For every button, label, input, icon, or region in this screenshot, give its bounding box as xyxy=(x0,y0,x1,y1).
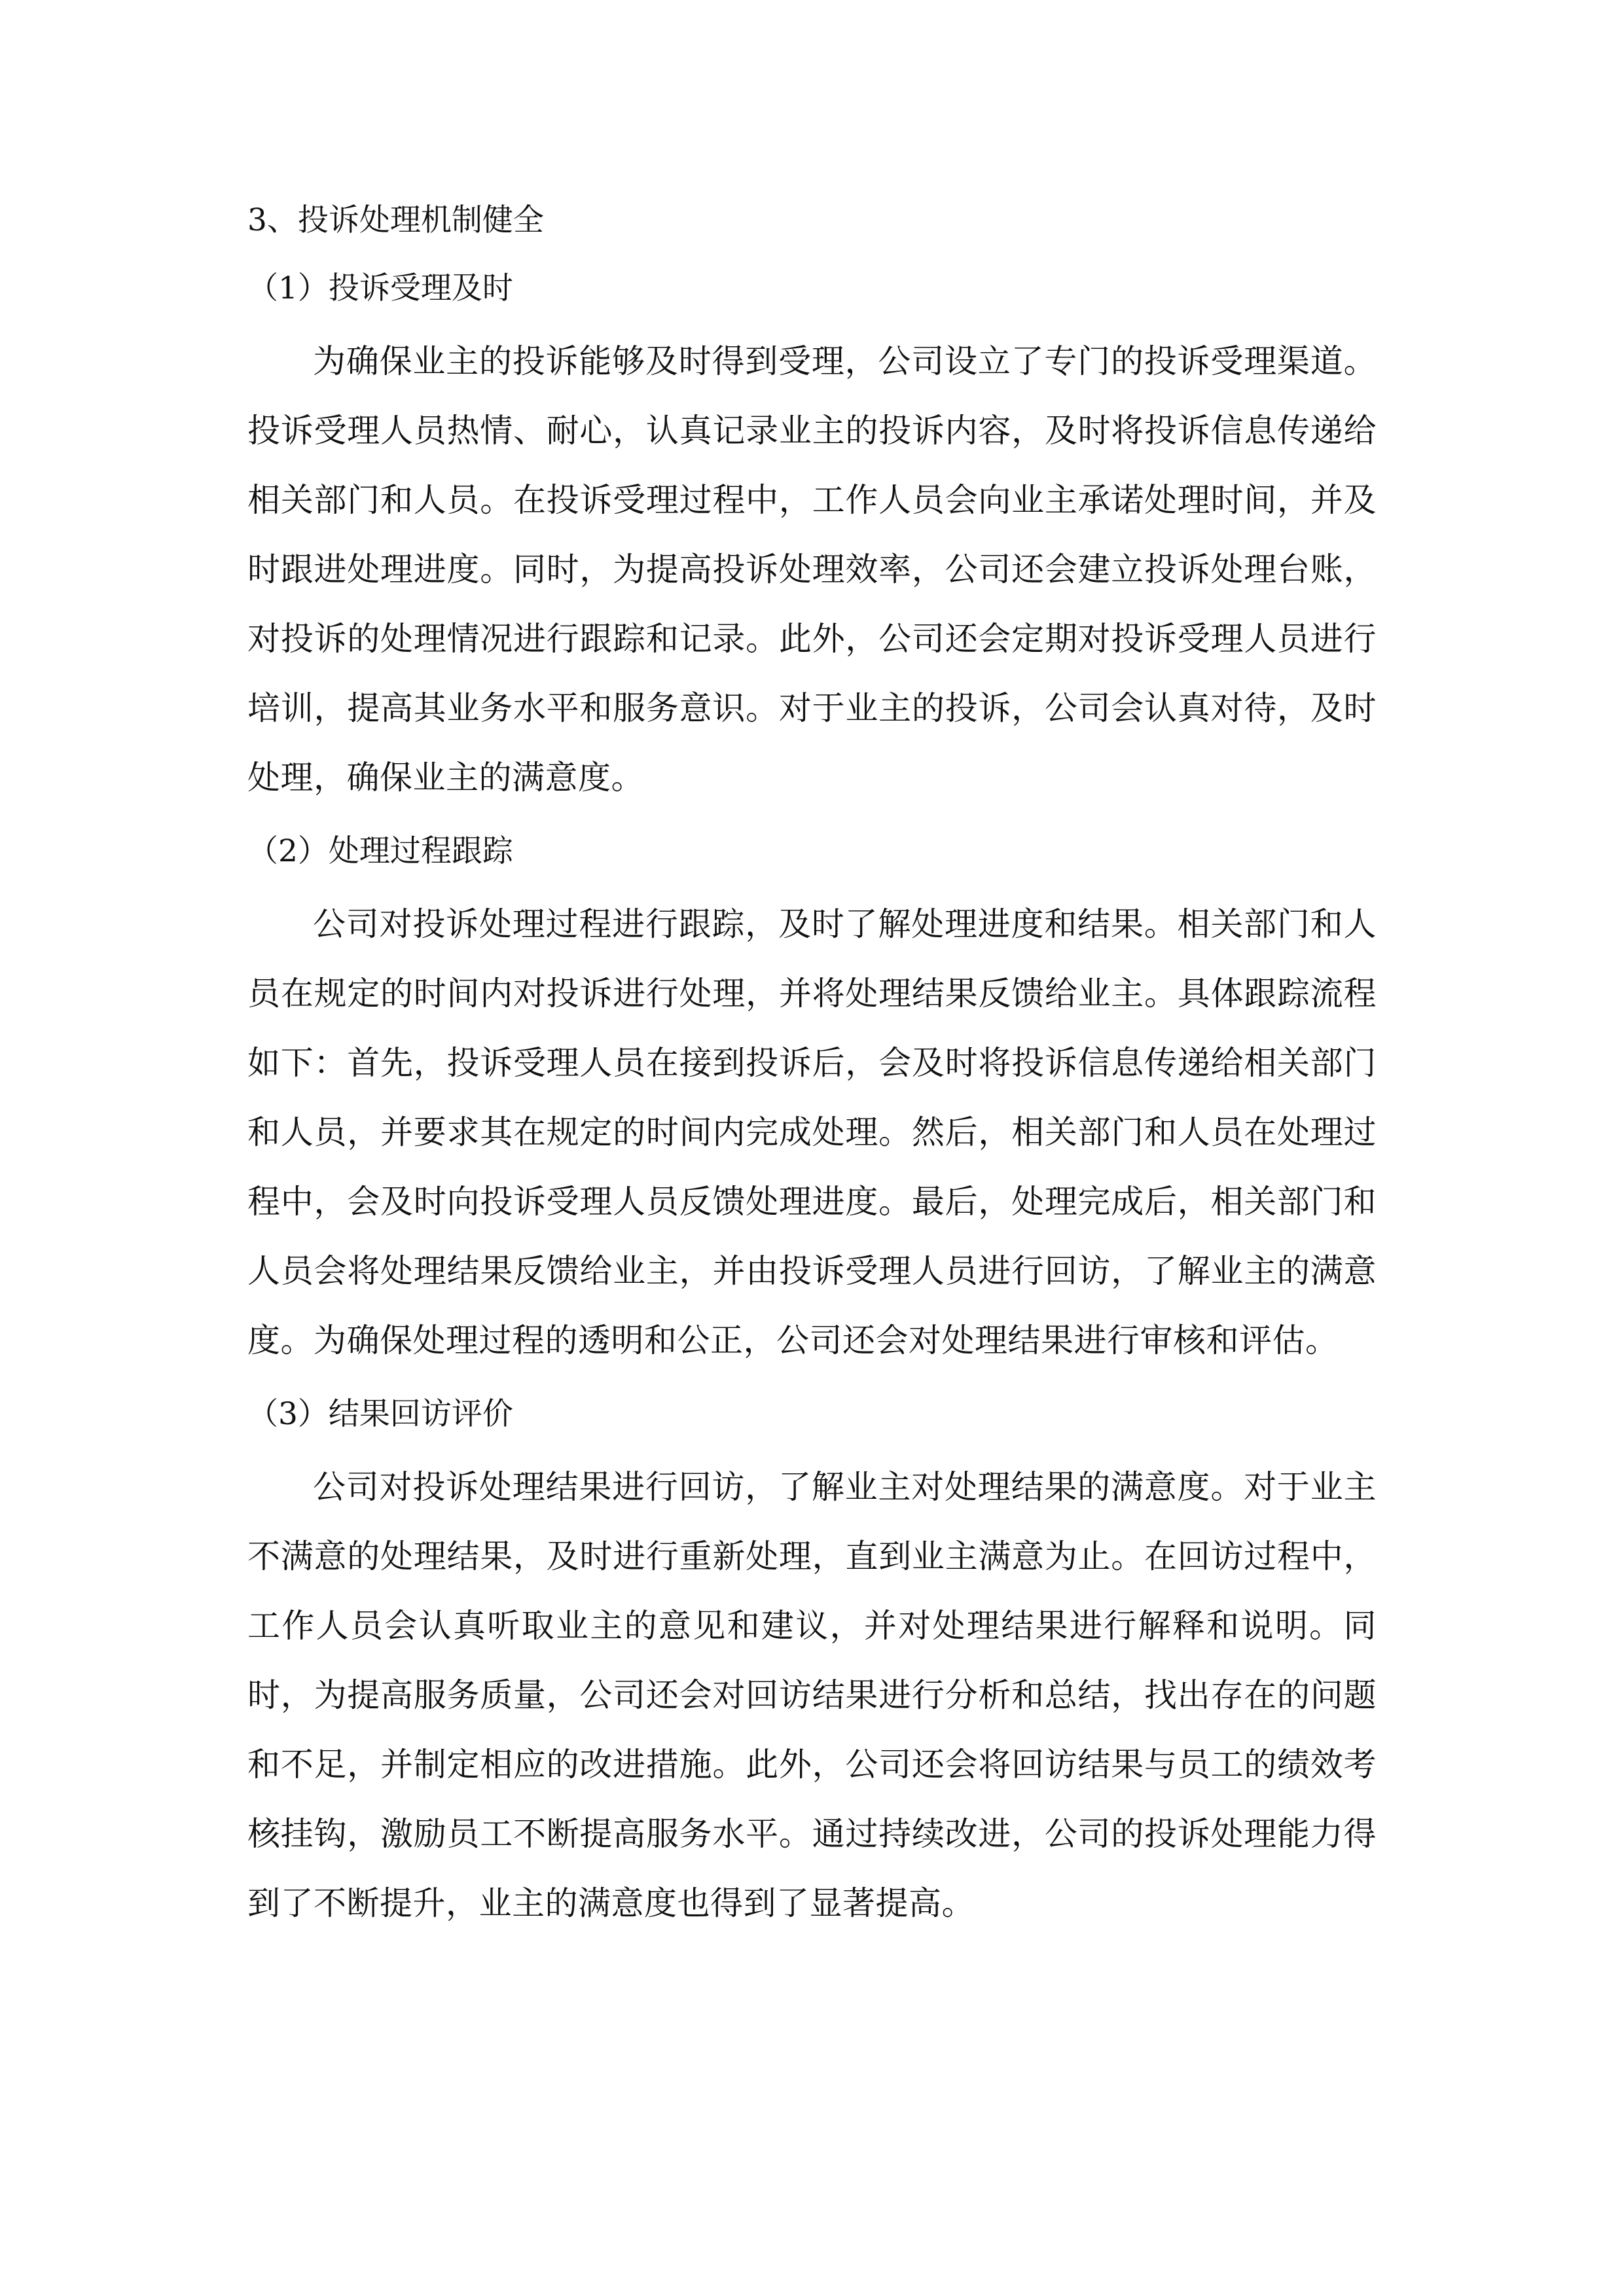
paragraph-3: 公司对投诉处理结果进行回访，了解业主对处理结果的满意度。对于业主不满意的处理结果，及时进行重新处理，直到业主满意为止。在回访过程中，工作人员会认真听取业主的意见和建议，并对处理结果进行解释和说明。同时，为提高服务质量，公司还会对回访结果进行分析和总结，找出存在的问题和不足，并制定相应的改进措施。此外，公司还会将回访结果与员工的绩效考核挂钩，激励员工不断提高服务水平。通过持续改进，公司的投诉处理能力得到了不断提升，业主的满意度也得到了显著提高。 xyxy=(247,1468,1377,1922)
section-heading: 3、投诉处理机制健全 xyxy=(247,202,544,238)
subsection-title-2: （2）处理过程跟踪 xyxy=(247,833,513,869)
paragraph-2: 公司对投诉处理过程进行跟踪，及时了解处理进度和结果。相关部门和人员在规定的时间内对投诉进行处理，并将处理结果反馈给业主。具体跟踪流程如下：首先，投诉受理人员在接到投诉后，会及时将投诉信息传递给相关部门和人员，并要求其在规定的时间内完成处理。然后，相关部门和人员在处理过程中，会及时向投诉受理人员反馈处理进度。最后，处理完成后，相关部门和人员会将处理结果反馈给业主，并由投诉受理人员进行回访，了解业主的满意度。为确保处理过程的透明和公正，公司还会对处理结果进行审核和评估。 xyxy=(247,905,1377,1359)
paragraph-1: 为确保业主的投诉能够及时得到受理，公司设立了专门的投诉受理渠道。投诉受理人员热情、耐心，认真记录业主的投诉内容，及时将投诉信息传递给相关部门和人员。在投诉受理过程中，工作人员会向业主承诺处理时间，并及时跟进处理进度。同时，为提高投诉处理效率，公司还会建立投诉处理台账，对投诉的处理情况进行跟踪和记录。此外，公司还会定期对投诉受理人员进行培训，提高其业务水平和服务意识。对于业主的投诉，公司会认真对待，及时处理，确保业主的满意度。 xyxy=(247,342,1377,797)
document-content xyxy=(247,187,1377,1938)
subsection-title-1: （1）投诉受理及时 xyxy=(247,270,513,306)
subsection-title-3: （3）结果回访评价 xyxy=(247,1396,513,1432)
